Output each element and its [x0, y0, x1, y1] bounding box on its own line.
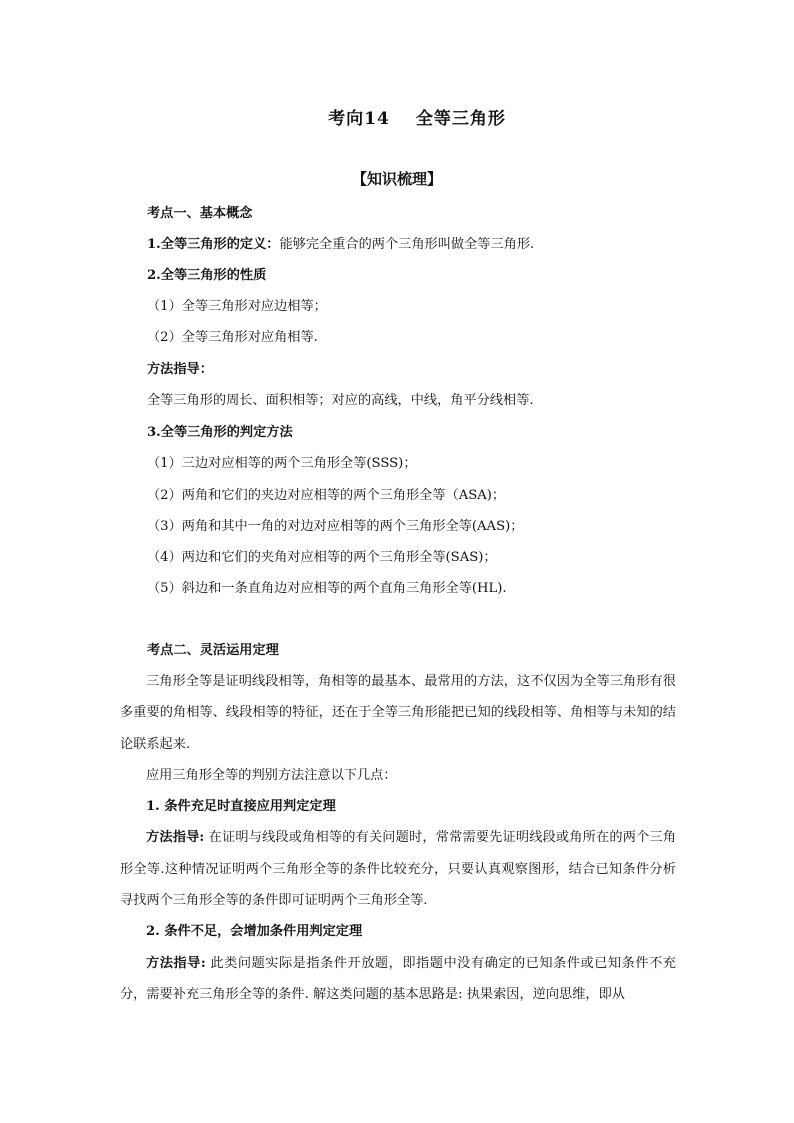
- property-heading: 2.全等三角形的性质: [147, 268, 267, 283]
- judge-item: （4）两边和它们的夹角对应相等的两个三角形全等(SAS)；: [147, 550, 497, 565]
- item1-label: 方法指导:: [146, 830, 205, 846]
- item1-text: 在证明与线段或角相等的有关问题时，常常需要先证明线段或角所在的两个三角形全等.这种情况证明两个三角形全等的条件比较充分，只要认真观察图形，结合已知条件分析寻找两个三角形全等的条件即可证明两个三角形全等.: [120, 830, 676, 909]
- intro-paragraph: 三角形全等是证明线段相等，角相等的最基本、最常用的方法，这不仅因为全等三角形有很多重要的角相等、线段相等的特征，还在于全等三角形能把已知的线段相等、角相等与未知的结论联系起来.: [120, 674, 676, 752]
- point1-heading: 考点一、基本概念: [147, 206, 253, 221]
- method-text: 全等三角形的周长、面积相等；对应的高线，中线，角平分线相等.: [147, 393, 534, 408]
- section-heading: 【知识梳理】: [351, 170, 442, 188]
- note-paragraph: 应用三角形全等的判别方法注意以下几点：: [146, 767, 397, 783]
- item2-label: 方法指导:: [146, 955, 206, 971]
- judge-item: （3）两角和其中一角的对边对应相等的两个三角形全等(AAS)；: [147, 519, 524, 534]
- judge-heading: 3.全等三角形的判定方法: [147, 425, 293, 440]
- title-code: 考向14: [328, 109, 390, 129]
- item2-paragraph: [120, 948, 676, 1011]
- item1-paragraph: [120, 822, 676, 916]
- judge-item: （1）三边对应相等的两个三角形全等(SSS)；: [147, 456, 417, 471]
- page-title: [0, 104, 794, 129]
- item1-heading: 1. 条件充足时直接应用判定定理: [146, 799, 336, 815]
- point2-heading: 考点二、灵活运用定理: [147, 643, 279, 658]
- definition-text: 能够完全重合的两个三角形叫做全等三角形.: [279, 237, 535, 252]
- definition-label: 1.全等三角形的定义：: [147, 237, 280, 252]
- point2-body: [120, 666, 676, 1010]
- judge-item: （2）两角和它们的夹边对应相等的两个三角形全等（ASA)；: [147, 488, 506, 503]
- method-label: 方法指导：: [147, 362, 213, 377]
- judge-item: （5）斜边和一条直角边对应相等的两个直角三角形全等(HL).: [147, 581, 507, 596]
- definition-line: [147, 235, 534, 255]
- item2-heading: 2. 条件不足，会增加条件用判定定理: [146, 924, 363, 940]
- title-name: 全等三角形: [415, 109, 506, 129]
- property-item: （2）全等三角形对应角相等.: [147, 330, 318, 345]
- item2-text: 此类问题实际是指条件开放题，即指题中没有确定的已知条件或已知条件不充分，需要补充三角形全等的条件. 解这类问题的基本思路是: 执果索因，逆向思维，即从: [120, 955, 676, 1002]
- property-item: （1）全等三角形对应边相等；: [147, 299, 327, 314]
